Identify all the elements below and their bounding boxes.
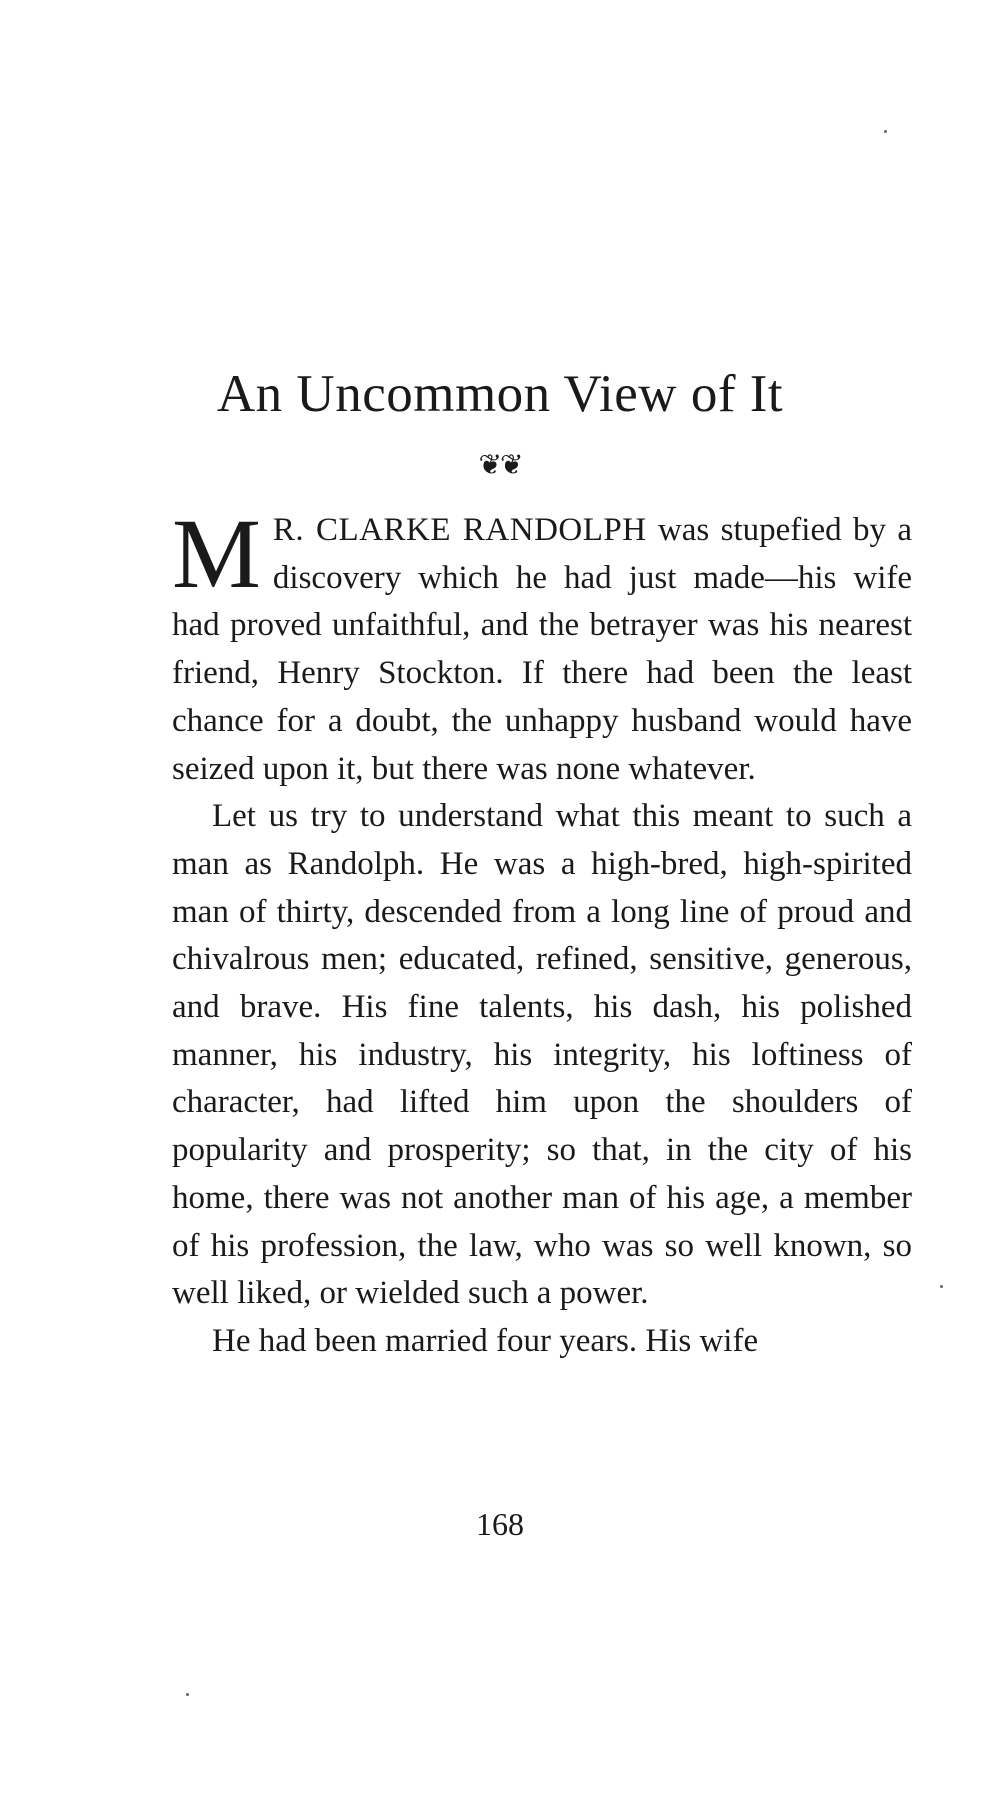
paragraph-3: He had been married four years. His wife (212, 1322, 759, 1359)
drop-cap: M (172, 498, 261, 609)
scan-speck (884, 130, 887, 133)
paragraph-2: Let us try to understand what this meant to such a man as Randolph. He was a high-bred, high-spirited man of thirty, descended from a long line of proud and chivalrous men; educated, refined, sensitive, generous, and brave. His fine talents, his dash, his polished manner, his industry, his integrity, his loftiness of character, had lifted him upon the shoulders of popularity and prosperity; so that, in the city of his home, there was not another man of his age, a member of his profession, the law, who was so well known, so well liked, or wielded such a power. (172, 798, 912, 1312)
opening-words: R. CLARKE RANDOLPH (272, 512, 647, 548)
page-number: 168 (476, 1506, 524, 1542)
body-text (172, 498, 912, 1366)
scan-speck (940, 1285, 943, 1288)
ornament-icon: ❦❦ (478, 450, 522, 481)
chapter-title: An Uncommon View of It (216, 365, 784, 423)
paragraph-1 (172, 498, 912, 793)
paragraph-1-text: was stupefied by a discovery which he had just made—his wife had proved unfaithful, and the betrayer was his nearest friend, Henry Stockton. If there had been the least chance for a doubt, the unhappy husband would have seized upon it, but there was none whatever. (172, 512, 912, 787)
scan-speck (186, 1693, 189, 1696)
